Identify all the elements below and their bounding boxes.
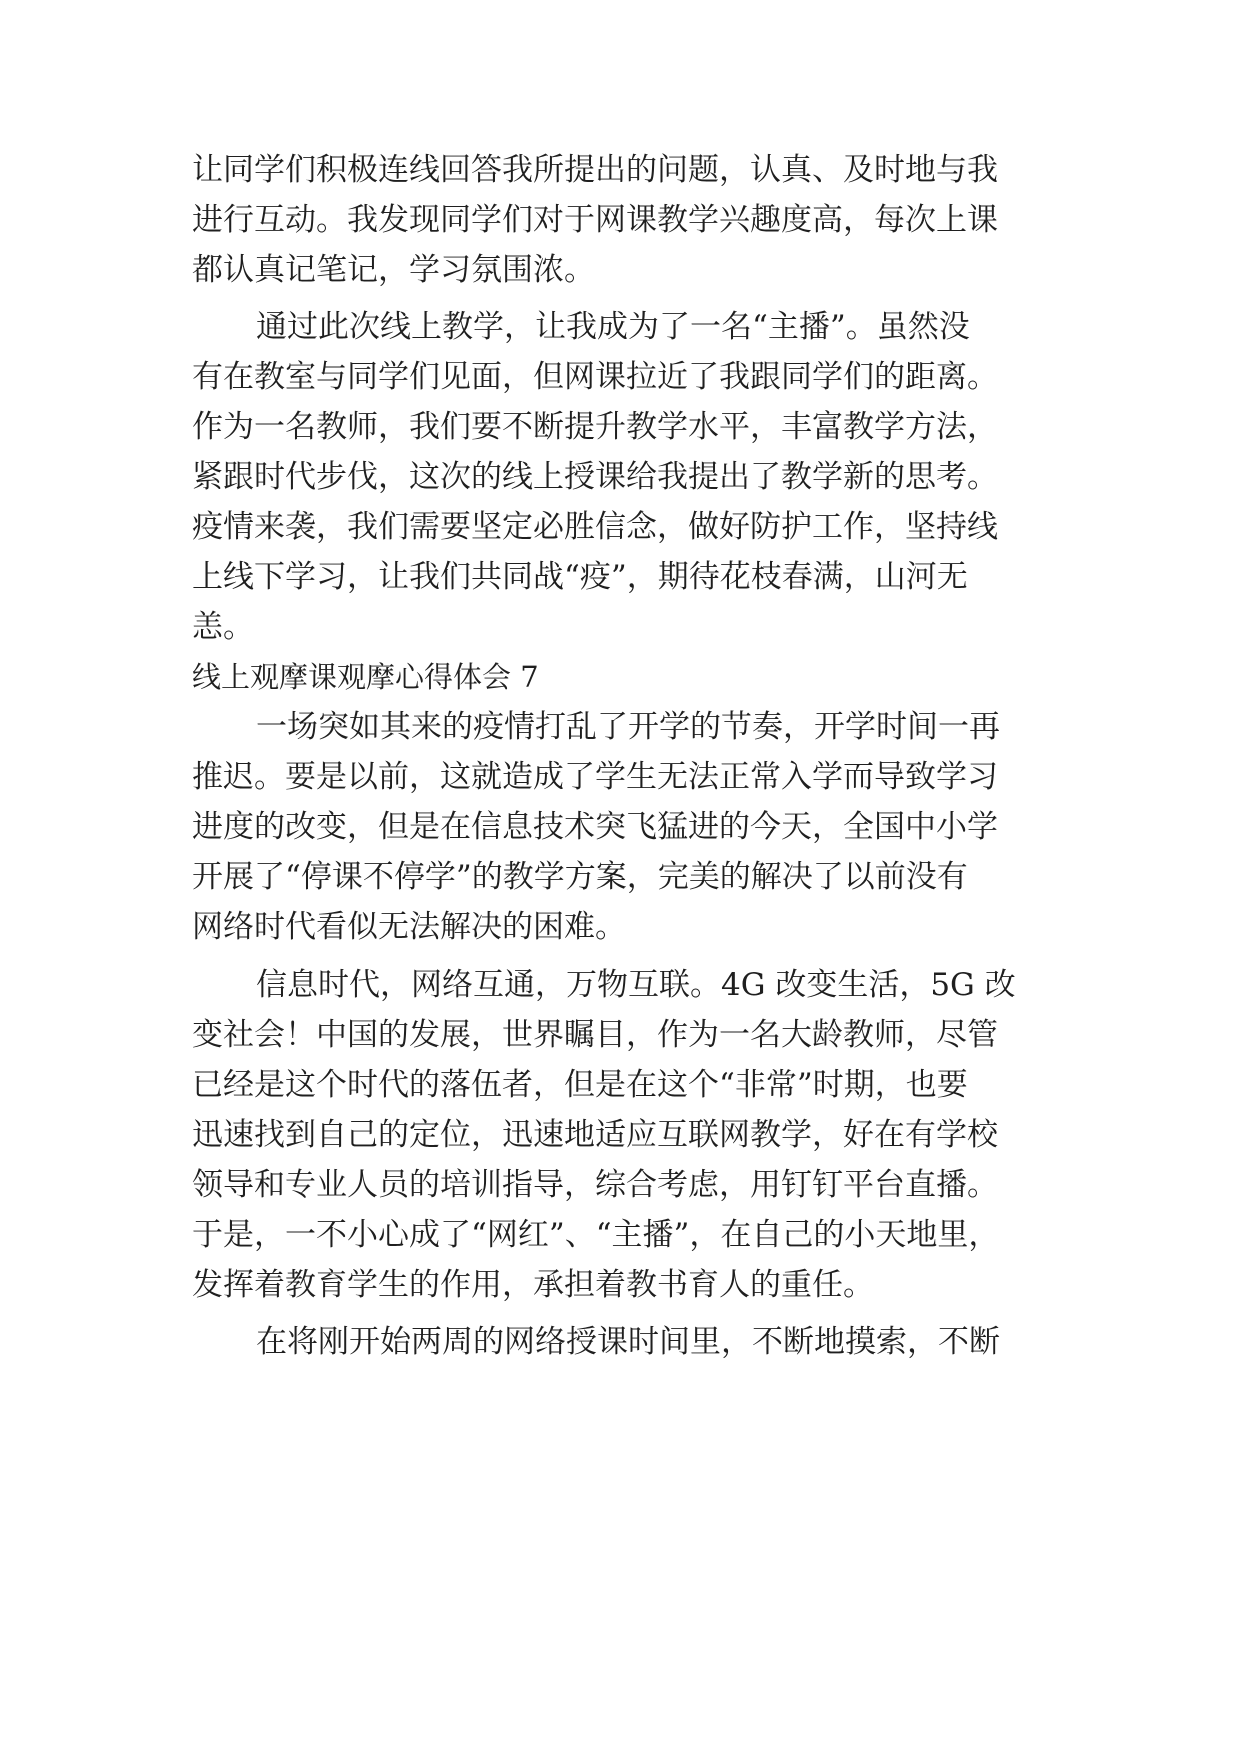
- section-heading: 线上观摩课观摩心得体会 7: [192, 660, 539, 694]
- text-line: 都认真记笔记，学习氛围浓。: [192, 252, 595, 288]
- text-line: 让同学们积极连线回答我所提出的问题，认真、及时地与我: [192, 152, 998, 188]
- text-line: 进度的改变，但是在信息技术突飞猛进的今天，全国中小学: [192, 809, 998, 845]
- text-line: 于是，一不小心成了“网红”、“主播”，在自己的小天地里，: [192, 1217, 1000, 1253]
- text-line: 发挥着教育学生的作用，承担着教书育人的重任。: [192, 1267, 874, 1303]
- text-line: 紧跟时代步伐，这次的线上授课给我提出了教学新的思考。: [192, 459, 998, 495]
- text-line: 已经是这个时代的落伍者，但是在这个“非常”时期，也要: [192, 1067, 968, 1103]
- paragraph-first-line: 一场突如其来的疫情打乱了开学的节奏，开学时间一再: [256, 709, 1000, 745]
- text-line: 开展了“停课不停学”的教学方案，完美的解决了以前没有: [192, 859, 968, 895]
- text-line: 迅速找到自己的定位，迅速地适应互联网教学，好在有学校: [192, 1117, 998, 1153]
- text-line: 进行互动。我发现同学们对于网课教学兴趣度高，每次上课: [192, 202, 998, 238]
- text-line: 推迟。要是以前，这就造成了学生无法正常入学而导致学习: [192, 759, 998, 795]
- text-line: 有在教室与同学们见面，但网课拉近了我跟同学们的距离。: [192, 359, 998, 395]
- text-line: 网络时代看似无法解决的困难。: [192, 909, 626, 945]
- text-line: 疫情来袭，我们需要坚定必胜信念，做好防护工作，坚持线: [192, 509, 998, 545]
- text-line: 上线下学习，让我们共同战“疫”，期待花枝春满，山河无: [192, 559, 968, 595]
- paragraph-first-line: 通过此次线上教学，让我成为了一名“主播”。虽然没: [256, 309, 970, 345]
- paragraph-first-line: 在将刚开始两周的网络授课时间里，不断地摸索，不断: [256, 1324, 1000, 1360]
- text-line: 作为一名教师，我们要不断提升教学水平，丰富教学方法，: [192, 409, 998, 445]
- text-line: 恙。: [192, 609, 254, 645]
- text-line: 领导和专业人员的培训指导，综合考虑，用钉钉平台直播。: [192, 1167, 998, 1203]
- paragraph-first-line: 信息时代，网络互通，万物互联。4G 改变生活，5G 改: [256, 967, 1016, 1003]
- text-line: 变社会！中国的发展，世界瞩目，作为一名大龄教师，尽管: [192, 1017, 998, 1053]
